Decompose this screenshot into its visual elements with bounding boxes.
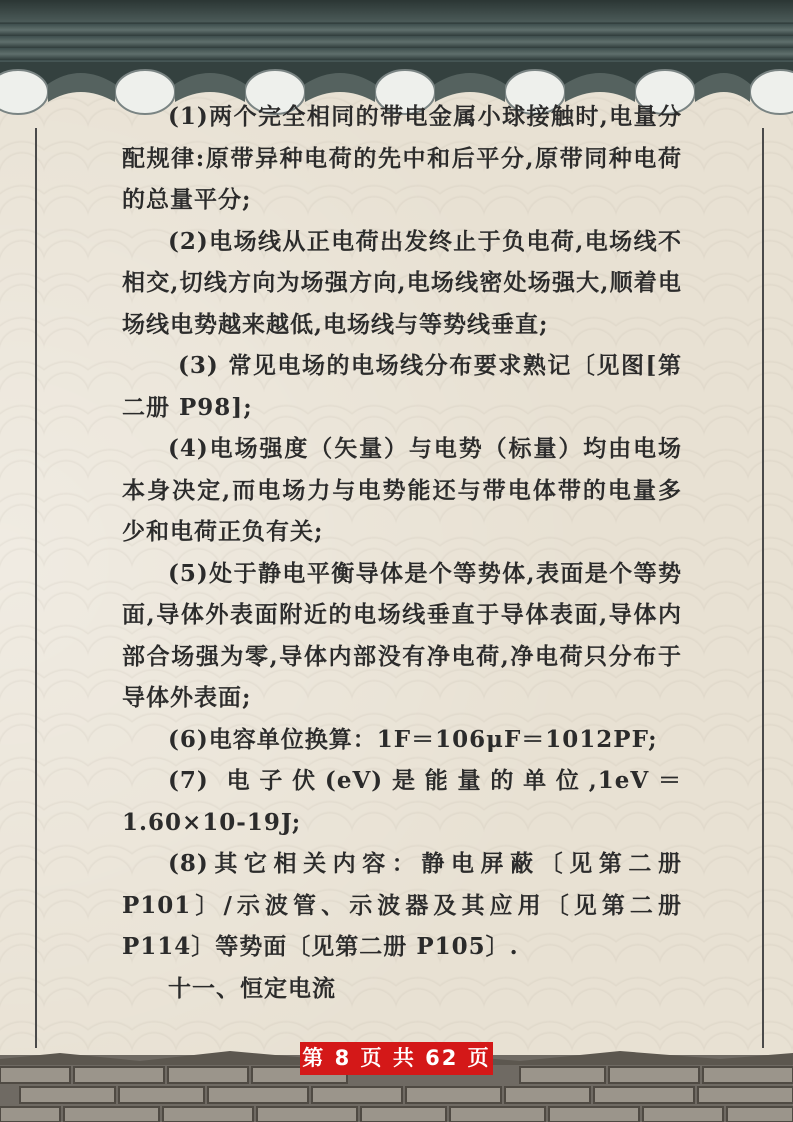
paragraph-field-distribution: (3) 常见电场的电场线分布要求熟记〔见图[第二册 P98]; [122,352,682,421]
paragraph-field-strength-potential: (4)电场强度（矢量）与电势（标量）均由电场本身决定,而电场力与电势能还与带电体带的电量多少和电荷正负有关; [122,435,682,545]
paragraph-electrostatic-equilibrium: (5)处于静电平衡导体是个等势体,表面是个等势面,导体外表面附近的电场线垂直于导体表面,导体内部合场强为零,导体内部没有净电荷,净电荷只分布于导体外表面; [122,559,682,711]
left-border-line [35,128,37,1048]
section-heading-constant-current: 十一、恒定电流 [168,974,336,1002]
right-border-line [762,128,764,1048]
roof-ridge-decoration [0,0,793,22]
page-number-label: 第 8 页 共 62 页 [300,1042,493,1075]
paragraph-electron-volt: (7) 电子伏(eV)是能量的单位,1eV＝1.60×10-19J; [122,767,682,836]
paragraph-related-content: (8)其它相关内容：静电屏蔽〔见第二册 P101〕/示波管、示波器及其应用〔见第二册 P114〕等势面〔见第二册 P105〕. [122,850,682,960]
paragraph-field-lines: (2)电场线从正电荷出发终止于负电荷,电场线不相交,切线方向为场强方向,电场线密处场强大,顺着电场线电势越来越低,电场线与等势线垂直; [122,227,682,338]
document-body [122,96,682,1009]
paragraph-charge-distribution: (1)两个完全相同的带电金属小球接触时,电量分配规律:原带异种电荷的先中和后平分,原带同种电荷的总量平分; [122,103,682,213]
paragraph-capacitance-units: (6)电容单位换算：1F＝106μF＝1012PF; [168,725,658,753]
